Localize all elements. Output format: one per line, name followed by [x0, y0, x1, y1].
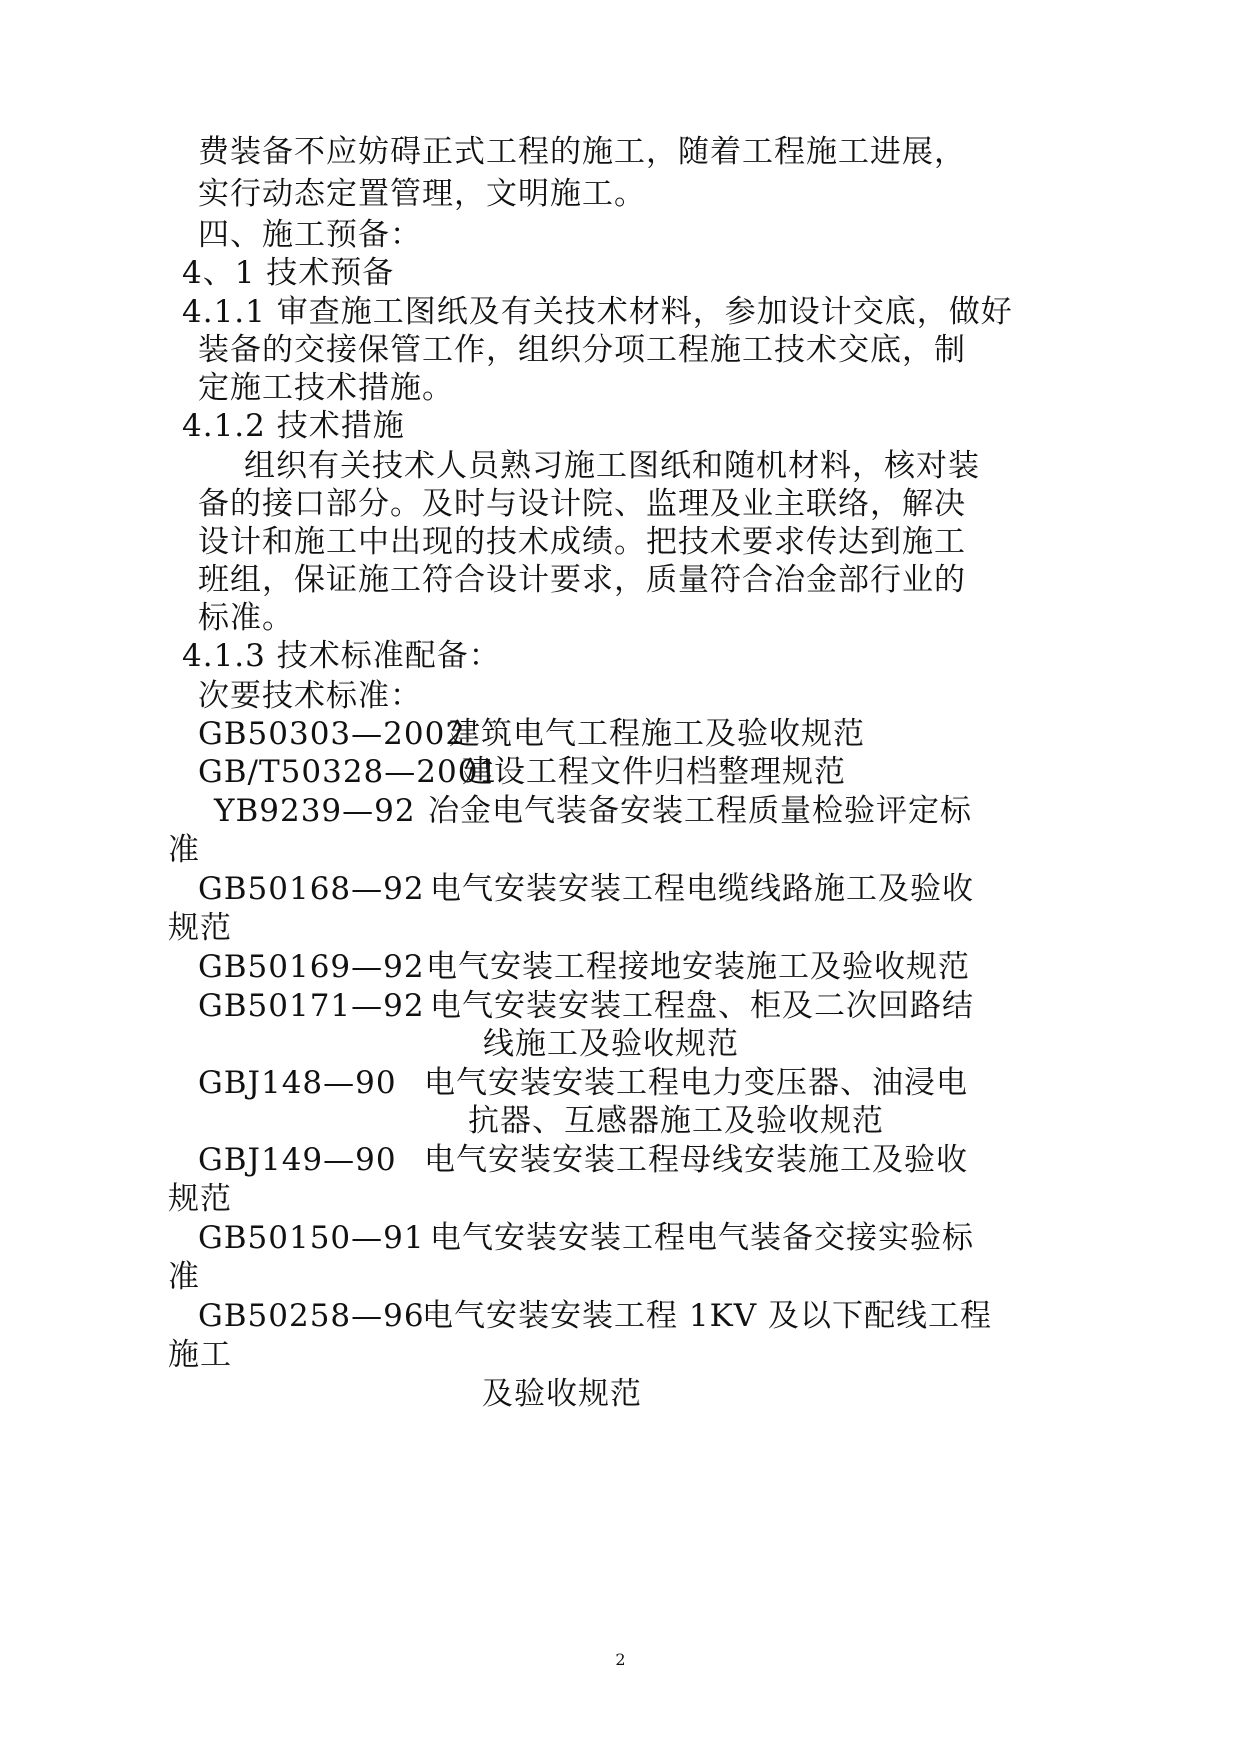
standard-title: 电气安装工程接地安装施工及验收规范 [426, 949, 970, 985]
paragraph-line: 4.1.1 审查施工图纸及有关技术材料，参加设计交底，做好 [182, 294, 1013, 330]
standard-title: 电气安装安装工程母线安装施工及验收 [424, 1142, 968, 1178]
standards-intro: 次要技术标准： [198, 678, 422, 714]
paragraph-line: 装备的交接保管工作，组织分项工程施工技术交底，制 [198, 332, 966, 368]
standard-title: 冶金电气装备安装工程质量检验评定标 [428, 793, 972, 829]
paragraph-line: 实行动态定置管理，文明施工。 [198, 176, 646, 212]
standard-code: GBJ148—90 [198, 1065, 397, 1101]
standard-title-wrap: 施工 [168, 1337, 232, 1373]
section-heading: 四、施工预备： [198, 217, 422, 253]
paragraph-line: 定施工技术措施。 [198, 370, 454, 406]
standard-code: GB50258—96 [198, 1298, 425, 1334]
standard-code: GBJ149—90 [198, 1142, 397, 1178]
standard-code: GB50169—92 [198, 949, 425, 985]
standard-title-wrap: 及验收规范 [482, 1376, 642, 1412]
paragraph-line: 组织有关技术人员熟习施工图纸和随机材料，核对装 [244, 448, 980, 484]
subsection-heading: 4.1.3 技术标准配备： [182, 638, 501, 674]
standard-title-wrap: 准 [168, 1259, 200, 1295]
page-number: 2 [615, 1650, 626, 1669]
standard-title: 电气安装安装工程电气装备交接实验标 [430, 1220, 974, 1256]
standard-code: YB9239—92 [214, 793, 416, 829]
paragraph-line: 备的接口部分。及时与设计院、监理及业主联络，解决 [198, 486, 966, 522]
standard-code: GB50168—92 [198, 871, 425, 907]
standard-title: 电气安装安装工程 1KV 及以下配线工程 [422, 1298, 992, 1334]
subsection-heading: 4、1 技术预备 [182, 255, 395, 291]
standard-code: GB50171—92 [198, 988, 425, 1024]
subsection-heading: 4.1.2 技术措施 [182, 408, 405, 444]
standard-title-wrap: 抗器、互感器施工及验收规范 [468, 1103, 884, 1139]
standard-title-wrap: 准 [168, 832, 200, 868]
standard-code: GB50150—91 [198, 1220, 425, 1256]
paragraph-line: 班组，保证施工符合设计要求，质量符合冶金部行业的 [198, 562, 966, 598]
standard-code: GB/T50328—2001 [198, 754, 500, 790]
standard-title-wrap: 规范 [168, 1181, 232, 1217]
paragraph-line: 设计和施工中出现的技术成绩。把技术要求传达到施工 [198, 524, 966, 560]
standard-title: 建筑电气工程施工及验收规范 [449, 716, 865, 752]
standard-title: 建设工程文件归档整理规范 [462, 754, 846, 790]
standard-title-wrap: 规范 [168, 910, 232, 946]
paragraph-line: 标准。 [198, 600, 294, 636]
standard-title: 电气安装安装工程电力变压器、油浸电 [424, 1065, 968, 1101]
standard-title: 电气安装安装工程电缆线路施工及验收 [430, 871, 974, 907]
standard-title-wrap: 线施工及验收规范 [483, 1026, 739, 1062]
standard-title: 电气安装安装工程盘、柜及二次回路结 [430, 988, 974, 1024]
paragraph-line: 费装备不应妨碍正式工程的施工，随着工程施工进展， [198, 134, 966, 170]
standard-code: GB50303—2002 [198, 716, 467, 752]
